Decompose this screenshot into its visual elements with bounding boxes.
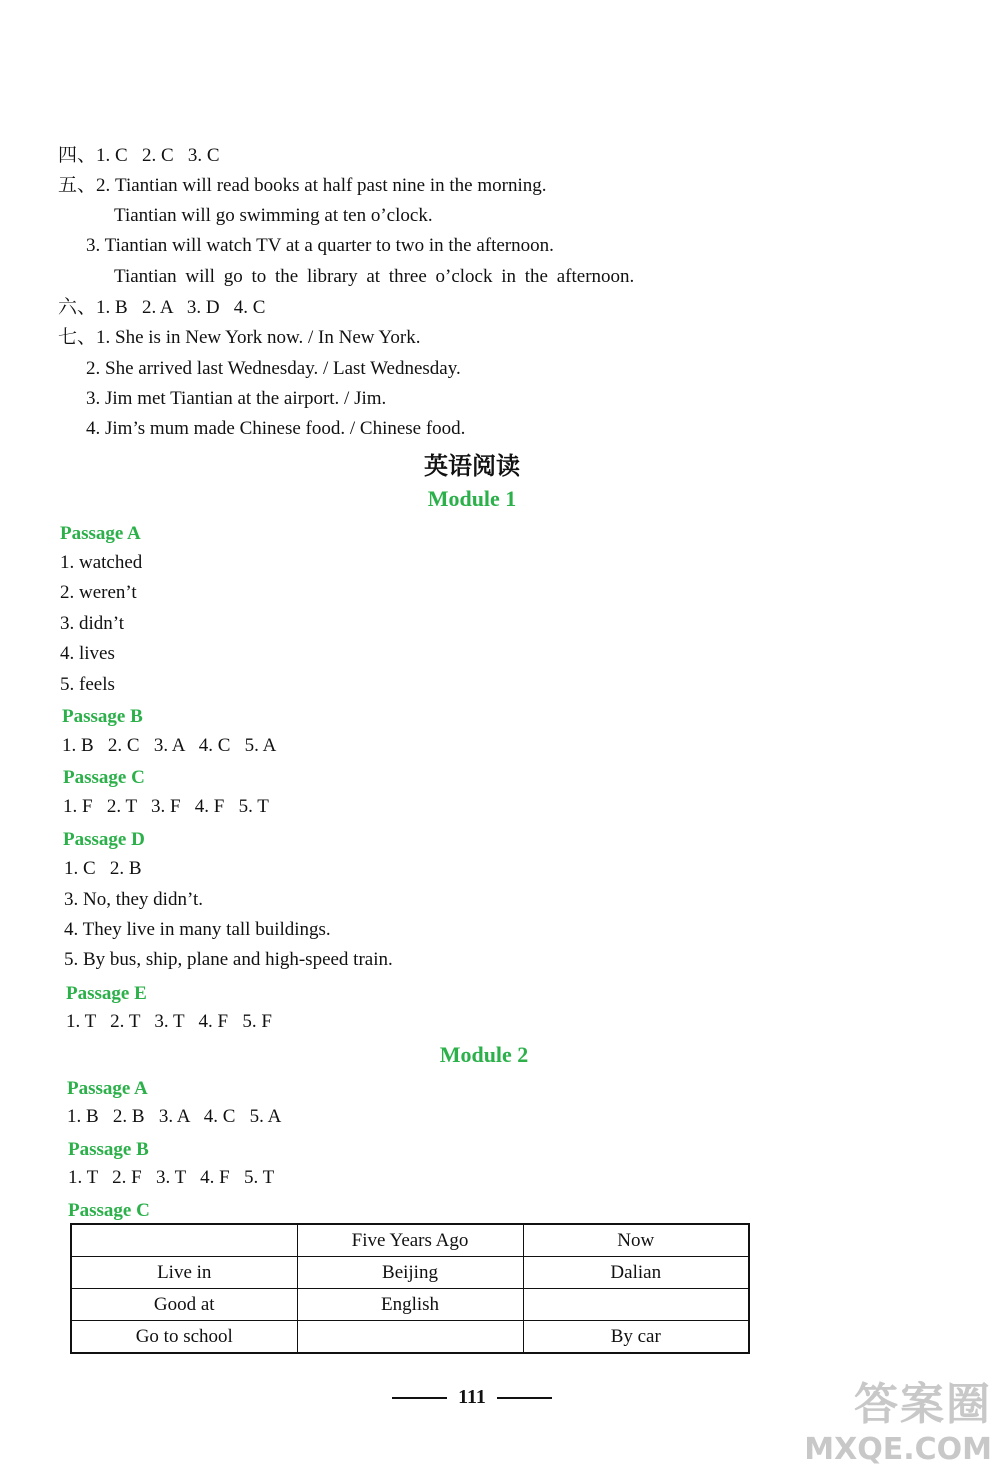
- answer-line: 七、1. She is in New York now. / In New York.: [58, 327, 421, 348]
- table-row: [71, 1224, 749, 1257]
- table-cell: Go to school: [71, 1321, 297, 1354]
- answer-line: 四、1. C 2. C 3. C: [58, 145, 220, 166]
- page-footer: [0, 1386, 944, 1409]
- answer-line: 3. Tiantian will watch TV at a quarter to two in the afternoon.: [86, 235, 554, 256]
- table-row: [71, 1289, 749, 1321]
- table-cell: Now: [523, 1224, 749, 1257]
- answer-line: 1. T 2. T 3. T 4. F 5. F: [66, 1011, 272, 1032]
- passage-title: Passage A: [60, 523, 141, 544]
- answer-line: 五、2. Tiantian will read books at half past nine in the morning.: [58, 175, 547, 196]
- passage-title: Passage E: [66, 983, 147, 1004]
- table-row: [71, 1321, 749, 1354]
- watermark: [804, 1368, 992, 1467]
- answer-line: 1. T 2. F 3. T 4. F 5. T: [68, 1167, 275, 1188]
- answer-line: 5. feels: [60, 674, 115, 695]
- watermark-url: MXQE.COM: [804, 1432, 992, 1467]
- answer-line: 2. weren’t: [60, 582, 137, 603]
- answer-line: 1. watched: [60, 552, 143, 573]
- answer-line: 3. didn’t: [60, 613, 125, 634]
- answer-line: 4. lives: [60, 643, 115, 664]
- answer-line: 1. F 2. T 3. F 4. F 5. T: [63, 796, 269, 817]
- passage-title: Passage B: [68, 1139, 149, 1160]
- section-title: 英语阅读: [424, 452, 520, 480]
- passage-title: Passage C: [68, 1200, 150, 1221]
- answer-line: 4. Jim’s mum made Chinese food. / Chinese food.: [86, 418, 466, 439]
- table-cell: English: [297, 1289, 523, 1321]
- answer-line: 1. B 2. B 3. A 4. C 5. A: [67, 1106, 282, 1127]
- passage-title: Passage D: [63, 829, 145, 850]
- answer-line: 2. She arrived last Wednesday. / Last Wednesday.: [86, 358, 461, 379]
- answer-line: 4. They live in many tall buildings.: [64, 919, 331, 940]
- answer-line: 六、1. B 2. A 3. D 4. C: [58, 297, 266, 318]
- answer-line: Tiantian will go to the library at three o’clock in the afternoon.: [114, 266, 635, 287]
- table-cell: [297, 1321, 523, 1354]
- answer-line: 5. By bus, ship, plane and high-speed train.: [64, 949, 393, 970]
- passage-title: Passage C: [63, 767, 145, 788]
- ornament-right: [497, 1397, 552, 1399]
- table-cell: [71, 1224, 297, 1257]
- ornament-left: [392, 1397, 447, 1399]
- table-cell: [523, 1289, 749, 1321]
- passage-title: Passage B: [62, 706, 143, 727]
- answer-line: 1. B 2. C 3. A 4. C 5. A: [62, 735, 277, 756]
- answer-line: 3. No, they didn’t.: [64, 889, 203, 910]
- answer-line: 3. Jim met Tiantian at the airport. / Jim.: [86, 388, 387, 409]
- page-number: 111: [458, 1386, 486, 1408]
- module-title: Module 1: [427, 486, 517, 511]
- table-cell: Beijing: [297, 1257, 523, 1289]
- module-title: Module 2: [439, 1042, 529, 1067]
- passage-title: Passage A: [67, 1078, 148, 1099]
- table-cell: Five Years Ago: [297, 1224, 523, 1257]
- answer-table: [70, 1223, 750, 1354]
- table-cell: Good at: [71, 1289, 297, 1321]
- table-row: [71, 1257, 749, 1289]
- table-cell: Live in: [71, 1257, 297, 1289]
- watermark-logo: 答案圈: [854, 1379, 992, 1430]
- answer-line: Tiantian will go swimming at ten o’clock.: [114, 205, 433, 226]
- table-cell: By car: [523, 1321, 749, 1354]
- table-cell: Dalian: [523, 1257, 749, 1289]
- answer-line: 1. C 2. B: [64, 858, 142, 879]
